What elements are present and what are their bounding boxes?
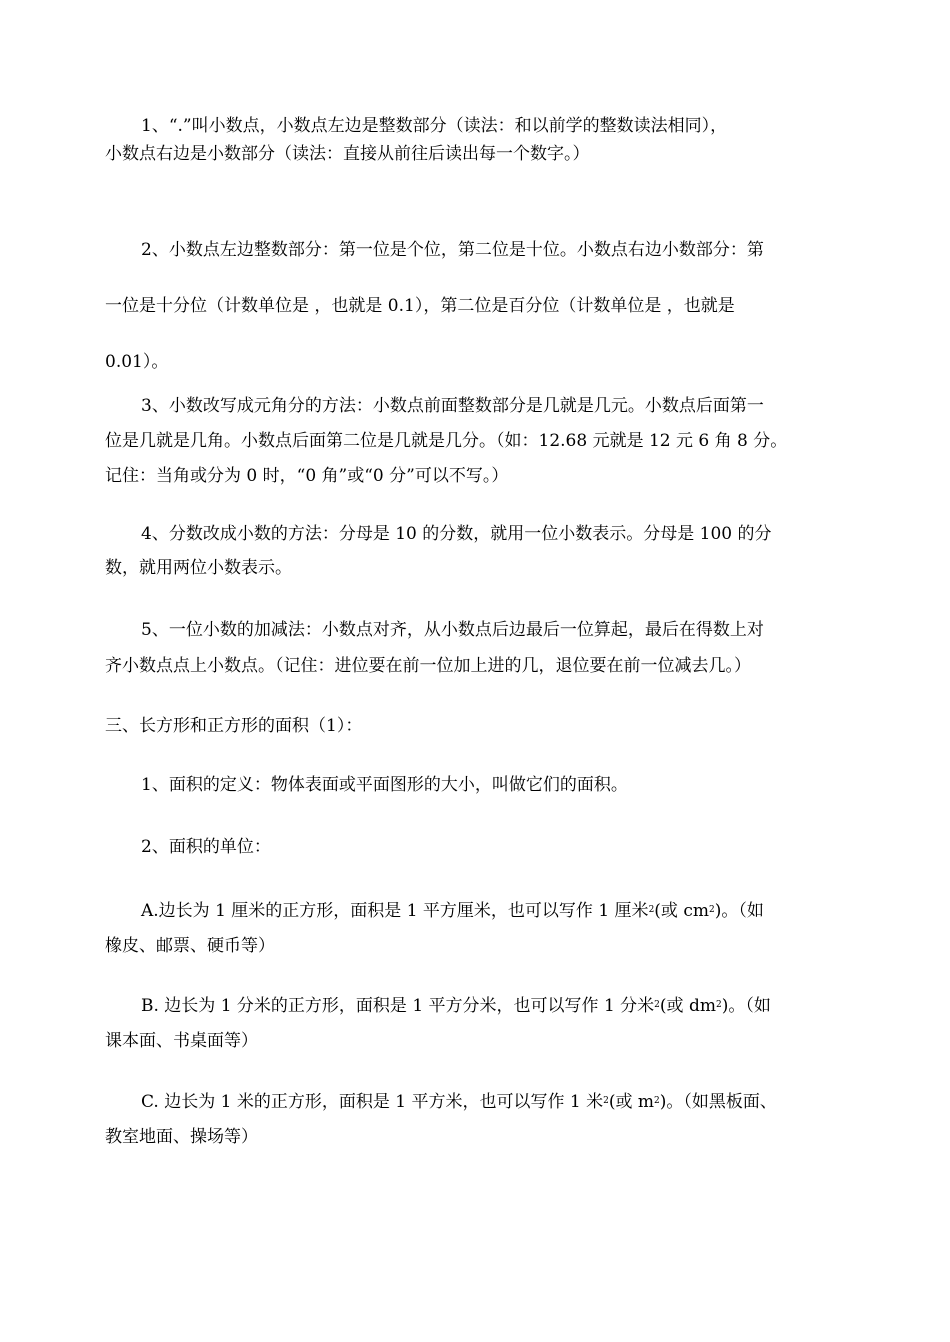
superscript: 2 [603, 1096, 609, 1106]
text-fragment: (或 m [608, 1092, 654, 1112]
text-fragment: (或 dm [659, 996, 716, 1016]
paragraph-decimal-add-subtract [105, 612, 850, 684]
text-line: 5、一位小数的加减法：小数点对齐，从小数点后边最后一位算起，最后在得数上对 [141, 620, 764, 640]
text-fragment: C. 边长为 1 米的正方形，面积是 1 平方米，也可以写作 1 米 [141, 1092, 604, 1112]
text-line: 0.01）。 [105, 352, 169, 372]
text-line: 4、分数改成小数的方法：分母是 10 的分数，就用一位小数表示。分母是 100 的分 [141, 524, 772, 544]
text-line: 橡皮、邮票、硬币等） [105, 936, 275, 956]
text-fragment: )。（如 [714, 901, 764, 921]
superscript: 2 [715, 1000, 722, 1010]
text-fragment: )。（如黑板面、 [659, 1092, 777, 1112]
superscript: 2 [708, 905, 715, 915]
text-line: 教室地面、操场等） [105, 1127, 258, 1147]
paragraph-area-units [105, 833, 850, 861]
text-line [105, 1084, 850, 1120]
text-fragment: (或 cm [654, 901, 709, 921]
paragraph-unit-square-cm [105, 893, 850, 964]
text-line: 齐小数点点上小数点。（记住：进位要在前一位加上进的几，退位要在前一位减去几。） [105, 656, 751, 676]
text-line: 数，就用两位小数表示。 [105, 558, 292, 578]
text-line: 2、小数点左边整数部分：第一位是个位，第二位是十位。小数点右边小数部分：第 [141, 240, 764, 260]
paragraph-money-conversion [105, 389, 850, 494]
paragraph-decimal-point [105, 112, 850, 168]
text-line: 3、小数改写成元角分的方法：小数点前面整数部分是几就是几元。小数点后面第一 [141, 396, 764, 416]
paragraph-area-definition [105, 771, 850, 799]
text-fragment: B. 边长为 1 分米的正方形，面积是 1 平方分米，也可以写作 1 分米 [141, 996, 655, 1016]
text-line: 小数点右边是小数部分（读法：直接从前往后读出每一个数字。） [105, 144, 590, 164]
text-fragment: A.边长为 1 厘米的正方形，面积是 1 平方厘米，也可以写作 1 厘米 [141, 901, 649, 921]
text-line [105, 988, 850, 1024]
paragraph-fraction-to-decimal [105, 517, 850, 585]
section-heading-area [105, 712, 850, 740]
text-line: 一位是十分位（计数单位是 ，也就是 0.1），第二位是百分位（计数单位是 ，也就是 [105, 296, 735, 316]
text-line: 课本面、书桌面等） [105, 1031, 258, 1051]
text-line [105, 893, 850, 929]
superscript: 2 [648, 905, 655, 915]
paragraph-unit-square-dm [105, 988, 850, 1059]
superscript: 2 [653, 1096, 660, 1106]
superscript: 2 [654, 1000, 660, 1010]
paragraph-place-values [105, 222, 850, 390]
text-line: 位是几就是几角。小数点后面第二位是几就是几分。（如：12.68 元就是 12 元 6 角 8 分。 [105, 431, 788, 451]
text-line: 1、面积的定义：物体表面或平面图形的大小，叫做它们的面积。 [141, 775, 628, 795]
text-fragment: )。（如 [721, 996, 771, 1016]
section-title: 三、长方形和正方形的面积（1）： [105, 716, 363, 736]
text-line: 1、“.”叫小数点，小数点左边是整数部分（读法：和以前学的整数读法相同）， [141, 116, 728, 136]
paragraph-unit-square-m [105, 1084, 850, 1155]
text-line: 记住：当角或分为 0 时，“0 角”或“0 分”可以不写。） [105, 466, 509, 486]
text-line: 2、面积的单位： [141, 837, 271, 857]
